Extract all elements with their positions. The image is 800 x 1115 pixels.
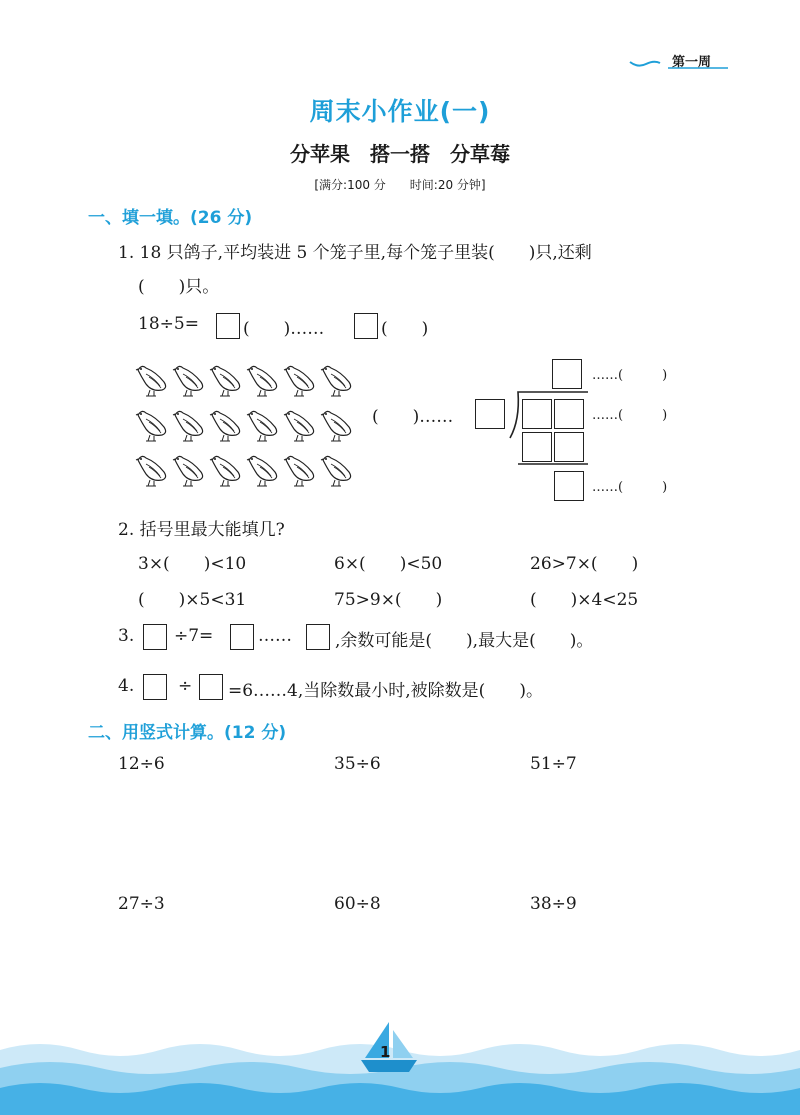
q2-item: 6×( )<50 (334, 554, 443, 574)
q4-rest: =6……4,当除数最小时,被除数是( )。 (228, 681, 543, 701)
section2-heading: 二、用竖式计算。(12 分) (88, 723, 287, 743)
answer-box[interactable] (354, 313, 378, 339)
pigeon-icon (136, 456, 166, 486)
q3-rest: ,余数可能是( ),最大是( )。 (335, 631, 594, 651)
pigeon-icon (321, 411, 351, 441)
page-title: 周末小作业(一) (309, 97, 491, 126)
dividend-box-1[interactable] (522, 399, 552, 429)
pigeon-icon (173, 456, 203, 486)
answer-box[interactable] (216, 313, 240, 339)
calc-problem: 35÷6 (334, 754, 381, 774)
pigeon-icon (247, 366, 277, 396)
pigeon-icon (136, 411, 166, 441)
q4-div: ÷ (178, 676, 193, 696)
page-subtitle: 分苹果 搭一搭 分草莓 (290, 142, 510, 166)
q3-number: 3. (118, 626, 135, 646)
week-label: 第一周 (672, 55, 712, 70)
pigeon-icon (173, 411, 203, 441)
section1-heading: 一、填一填。(26 分) (88, 208, 253, 228)
answer-box[interactable] (306, 624, 330, 650)
q3-div: ÷7= (174, 626, 214, 646)
calc-problem: 12÷6 (118, 754, 165, 774)
q2-item: 3×( )<10 (138, 554, 247, 574)
q2-item: 26>7×( ) (530, 554, 639, 574)
pigeon-icon (284, 456, 314, 486)
pigeon-icon (173, 366, 203, 396)
calc-problem: 60÷8 (334, 894, 381, 914)
quotient-box[interactable] (552, 359, 582, 389)
dividend-label: ……( ) (592, 408, 668, 423)
calc-problem: 51÷7 (530, 754, 577, 774)
pigeon-icon (284, 366, 314, 396)
q1-eq-paren1: ( )…… (243, 319, 325, 339)
remainder-box[interactable] (554, 471, 584, 501)
pigeon-icon (210, 411, 240, 441)
answer-box[interactable] (230, 624, 254, 650)
product-box-1[interactable] (522, 432, 552, 462)
q2-item: 75>9×( ) (334, 590, 443, 610)
pigeon-icon (284, 411, 314, 441)
remainder-label: ……( ) (592, 480, 668, 495)
calc-problem: 38÷9 (530, 894, 577, 914)
dividend-box-2[interactable] (554, 399, 584, 429)
q1-divisor-paren: ( )…… (372, 407, 454, 427)
divisor-box[interactable] (475, 399, 505, 429)
q1-eq-paren2: ( ) (381, 319, 429, 339)
pigeon-icon (247, 456, 277, 486)
pigeon-icon (210, 366, 240, 396)
q3-dots: …… (258, 626, 292, 646)
q2-item: ( )×4<25 (530, 590, 639, 610)
calc-problem: 27÷3 (118, 894, 165, 914)
q1-line2: ( )只。 (138, 277, 220, 297)
q2-item: ( )×5<31 (138, 590, 247, 610)
q1-eq-start: 18÷5= (138, 314, 199, 334)
pigeon-icon (210, 456, 240, 486)
pigeon-icon (321, 366, 351, 396)
answer-box[interactable] (143, 624, 167, 650)
quotient-label: ……( ) (592, 368, 668, 383)
q2-heading: 2. 括号里最大能填几? (118, 520, 285, 540)
pigeon-icon (247, 411, 277, 441)
product-box-2[interactable] (554, 432, 584, 462)
answer-box[interactable] (143, 674, 167, 700)
q4-number: 4. (118, 676, 135, 696)
pigeon-icon (321, 456, 351, 486)
score-time-info: [满分:100 分 时间:20 分钟] (314, 178, 486, 192)
pigeons-illustration (134, 362, 362, 497)
page-number: 1 (380, 1043, 391, 1061)
answer-box[interactable] (199, 674, 223, 700)
pigeon-icon (136, 366, 166, 396)
q1-line1: 1. 18 只鸽子,平均装进 5 个笼子里,每个笼子里装( )只,还剩 (118, 243, 592, 263)
